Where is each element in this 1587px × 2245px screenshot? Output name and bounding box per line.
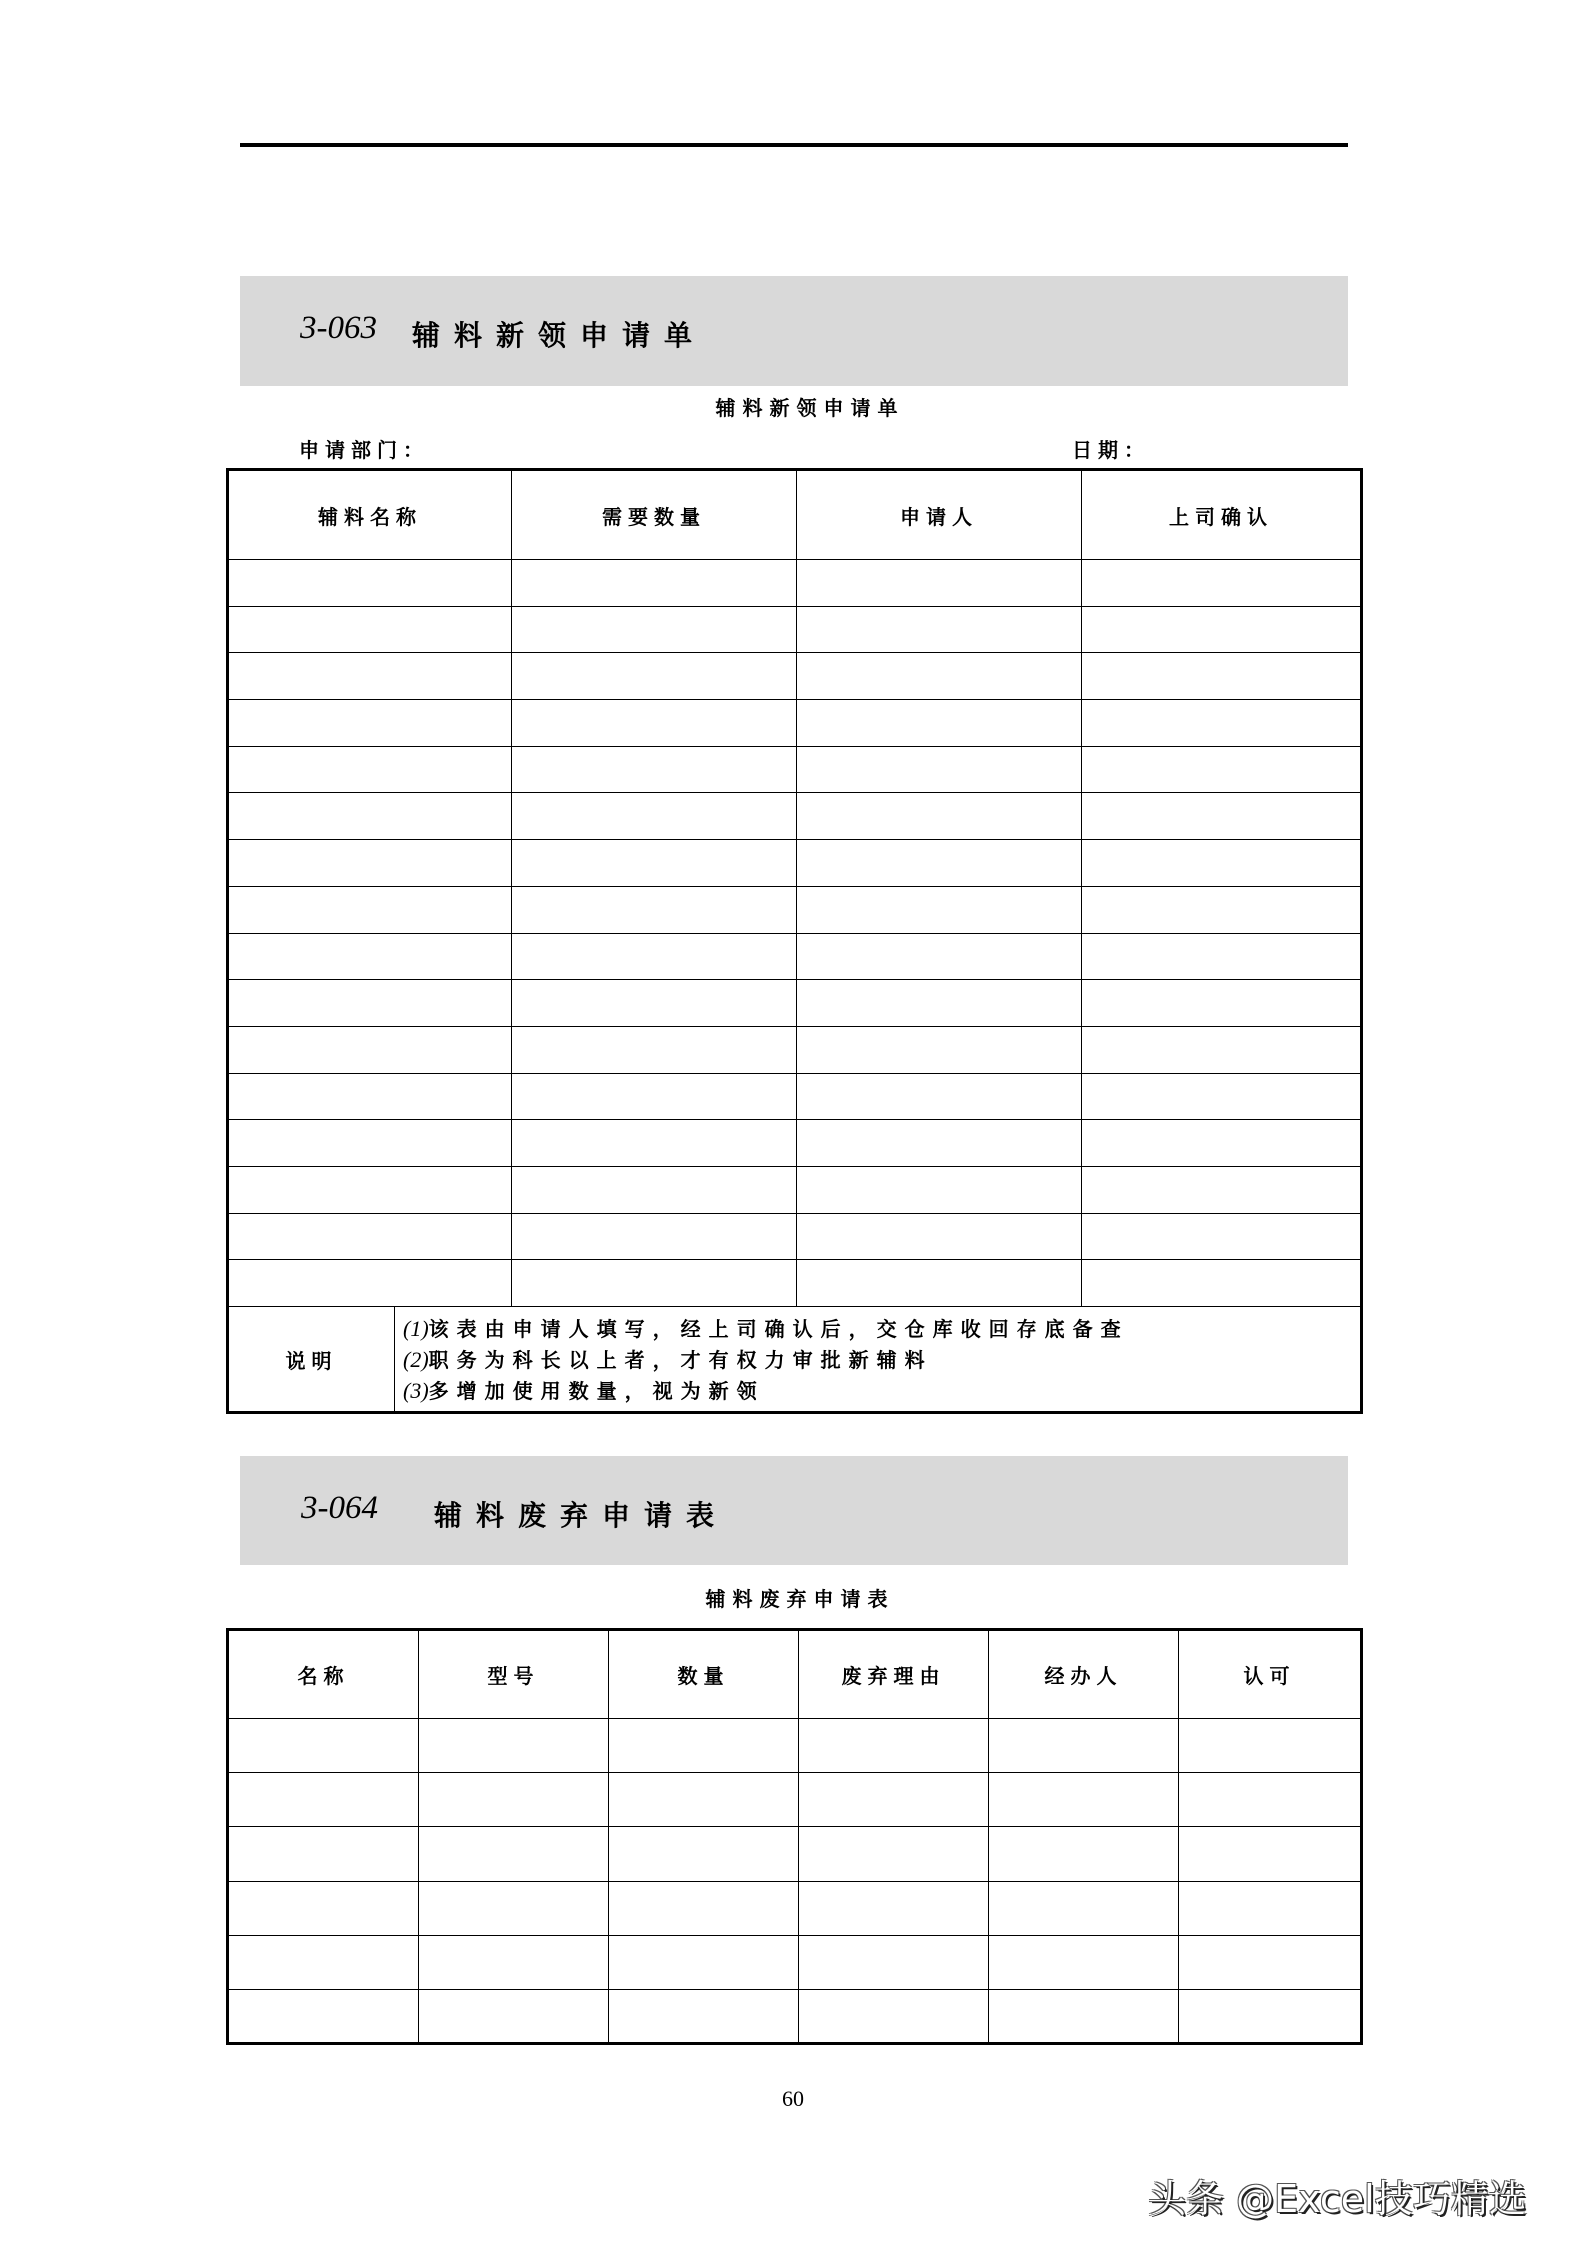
watermark: 头条 @Excel技巧精选 — [1148, 2177, 1527, 2221]
table-row — [228, 1935, 1362, 1989]
table-row — [228, 793, 1362, 840]
table-cell[interactable] — [228, 793, 512, 840]
department-label: 申请部门： — [299, 438, 429, 462]
table-cell[interactable] — [512, 1026, 797, 1073]
table-cell[interactable] — [228, 653, 512, 700]
notes-row — [228, 1307, 1362, 1413]
table-cell[interactable] — [228, 1989, 419, 2043]
section-header-3-063 — [240, 276, 1348, 386]
table-cell[interactable] — [1082, 1260, 1362, 1307]
notes-content — [395, 1307, 1362, 1413]
table-cell[interactable] — [609, 1773, 799, 1827]
table-cell[interactable] — [1082, 700, 1362, 747]
table-cell[interactable] — [799, 1881, 989, 1935]
table-cell[interactable] — [228, 1026, 512, 1073]
table-cell[interactable] — [228, 560, 512, 607]
table-cell[interactable] — [512, 1260, 797, 1307]
table-header-row — [228, 1630, 1362, 1719]
column-header-model: 型号 — [419, 1630, 609, 1719]
table-cell[interactable] — [419, 1773, 609, 1827]
table-cell[interactable] — [797, 1073, 1082, 1120]
note-item: (2)职务为科长以上者，才有权力审批新辅料 — [403, 1346, 933, 1372]
table-row — [228, 1827, 1362, 1881]
table-cell[interactable] — [512, 746, 797, 793]
table-cell[interactable] — [228, 1881, 419, 1935]
table-cell[interactable] — [989, 1881, 1179, 1935]
table-row — [228, 1120, 1362, 1167]
table-cell[interactable] — [512, 1120, 797, 1167]
table-row — [228, 746, 1362, 793]
column-header-supervisor-confirm: 上司确认 — [1082, 470, 1362, 560]
header-rule — [240, 143, 1348, 147]
table-cell[interactable] — [1082, 746, 1362, 793]
table-cell[interactable] — [228, 1260, 512, 1307]
table-cell[interactable] — [797, 933, 1082, 980]
table-row — [228, 1026, 1362, 1073]
table-cell[interactable] — [512, 793, 797, 840]
table-cell[interactable] — [228, 840, 512, 887]
table-cell[interactable] — [1179, 1827, 1362, 1881]
table-cell[interactable] — [989, 1719, 1179, 1773]
table-cell[interactable] — [419, 1989, 609, 2043]
section-number: 3-064 — [301, 1490, 378, 1526]
table-cell[interactable] — [797, 1213, 1082, 1260]
column-header-name: 名称 — [228, 1630, 419, 1719]
notes-label: 说明 — [228, 1307, 395, 1413]
column-header-handler: 经办人 — [989, 1630, 1179, 1719]
table-row — [228, 1881, 1362, 1935]
table-row — [228, 653, 1362, 700]
table-cell[interactable] — [228, 933, 512, 980]
table-cell[interactable] — [228, 1773, 419, 1827]
table-row — [228, 1989, 1362, 2043]
table-cell[interactable] — [1179, 1935, 1362, 1989]
table-cell[interactable] — [228, 886, 512, 933]
table-cell[interactable] — [1082, 886, 1362, 933]
table-cell[interactable] — [797, 700, 1082, 747]
table-row — [228, 980, 1362, 1027]
table-row — [228, 1260, 1362, 1307]
table-row — [228, 1073, 1362, 1120]
table-header-row — [228, 470, 1362, 560]
table-cell[interactable] — [797, 606, 1082, 653]
table-cell[interactable] — [797, 886, 1082, 933]
table-cell[interactable] — [989, 1827, 1179, 1881]
table-cell[interactable] — [1179, 1881, 1362, 1935]
section-title: 辅料废弃申请表 — [434, 1499, 729, 1532]
table-cell[interactable] — [512, 653, 797, 700]
table-row — [228, 840, 1362, 887]
note-item: (1)该表由申请人填写，经上司确认后，交仓库收回存底备查 — [403, 1315, 1129, 1341]
table-cell[interactable] — [799, 1989, 989, 2043]
table-cell[interactable] — [799, 1935, 989, 1989]
table-cell[interactable] — [1082, 933, 1362, 980]
table-cell[interactable] — [1082, 606, 1362, 653]
table-cell[interactable] — [609, 1881, 799, 1935]
page-number: 60 — [782, 2086, 804, 2111]
table-cell[interactable] — [1082, 1166, 1362, 1213]
table-cell[interactable] — [797, 1260, 1082, 1307]
table-cell[interactable] — [228, 1213, 512, 1260]
table-cell[interactable] — [1082, 1073, 1362, 1120]
table-cell[interactable] — [512, 700, 797, 747]
table-cell[interactable] — [797, 1120, 1082, 1167]
table-cell[interactable] — [797, 793, 1082, 840]
table-cell[interactable] — [609, 1827, 799, 1881]
material-disposal-request-table — [226, 1628, 1363, 2045]
table-cell[interactable] — [228, 1719, 419, 1773]
table-cell[interactable] — [512, 560, 797, 607]
table-cell[interactable] — [419, 1719, 609, 1773]
table-cell[interactable] — [512, 606, 797, 653]
table-cell[interactable] — [609, 1989, 799, 2043]
table-cell[interactable] — [1082, 1026, 1362, 1073]
table-cell[interactable] — [989, 1935, 1179, 1989]
form-title: 辅料新领申请单 — [715, 396, 905, 420]
table-cell[interactable] — [228, 1166, 512, 1213]
form-title: 辅料废弃申请表 — [705, 1587, 895, 1611]
table-cell[interactable] — [512, 840, 797, 887]
table-cell[interactable] — [1082, 980, 1362, 1027]
table-cell[interactable] — [609, 1719, 799, 1773]
column-header-approval: 认可 — [1179, 1630, 1362, 1719]
table-cell[interactable] — [228, 1120, 512, 1167]
table-row — [228, 1773, 1362, 1827]
table-row — [228, 700, 1362, 747]
table-cell[interactable] — [228, 980, 512, 1027]
table-cell[interactable] — [1082, 653, 1362, 700]
table-cell[interactable] — [419, 1881, 609, 1935]
table-cell[interactable] — [797, 1166, 1082, 1213]
table-cell[interactable] — [1082, 793, 1362, 840]
table-cell[interactable] — [797, 980, 1082, 1027]
table-cell[interactable] — [799, 1773, 989, 1827]
table-cell[interactable] — [419, 1935, 609, 1989]
column-header-quantity-needed: 需要数量 — [512, 470, 797, 560]
table-cell[interactable] — [228, 746, 512, 793]
table-cell[interactable] — [512, 1213, 797, 1260]
date-label: 日期： — [1072, 438, 1150, 462]
column-header-applicant: 申请人 — [797, 470, 1082, 560]
table-cell[interactable] — [1082, 840, 1362, 887]
table-cell[interactable] — [797, 653, 1082, 700]
column-header-disposal-reason: 废弃理由 — [799, 1630, 989, 1719]
table-cell[interactable] — [419, 1827, 609, 1881]
section-header-3-064 — [240, 1456, 1348, 1565]
table-cell[interactable] — [797, 560, 1082, 607]
section-title: 辅料新领申请单 — [412, 319, 707, 352]
table-cell[interactable] — [1179, 1989, 1362, 2043]
table-row — [228, 1719, 1362, 1773]
table-cell[interactable] — [609, 1935, 799, 1989]
table-cell[interactable] — [228, 1935, 419, 1989]
table-cell[interactable] — [1082, 1213, 1362, 1260]
column-header-quantity: 数量 — [609, 1630, 799, 1719]
table-cell[interactable] — [989, 1989, 1179, 2043]
table-cell[interactable] — [799, 1719, 989, 1773]
section-number: 3-063 — [300, 310, 377, 346]
table-cell[interactable] — [1179, 1773, 1362, 1827]
table-cell[interactable] — [228, 700, 512, 747]
table-cell[interactable] — [228, 1827, 419, 1881]
table-cell[interactable] — [797, 840, 1082, 887]
table-cell[interactable] — [1082, 560, 1362, 607]
table-cell[interactable] — [797, 746, 1082, 793]
table-cell[interactable] — [512, 980, 797, 1027]
table-cell[interactable] — [512, 1166, 797, 1213]
table-row — [228, 606, 1362, 653]
table-cell[interactable] — [1082, 1120, 1362, 1167]
table-cell[interactable] — [228, 1073, 512, 1120]
table-row — [228, 886, 1362, 933]
table-cell[interactable] — [512, 1073, 797, 1120]
table-cell[interactable] — [989, 1773, 1179, 1827]
table-row — [228, 1166, 1362, 1213]
table-row — [228, 1213, 1362, 1260]
table-row — [228, 560, 1362, 607]
table-cell[interactable] — [1179, 1719, 1362, 1773]
table-cell[interactable] — [512, 933, 797, 980]
new-material-request-table — [226, 468, 1363, 1414]
table-cell[interactable] — [799, 1827, 989, 1881]
table-cell[interactable] — [512, 886, 797, 933]
table-row — [228, 933, 1362, 980]
note-item: (3)多增加使用数量，视为新领 — [403, 1377, 765, 1403]
table-cell[interactable] — [797, 1026, 1082, 1073]
column-header-material-name: 辅料名称 — [228, 470, 512, 560]
table-cell[interactable] — [228, 606, 512, 653]
